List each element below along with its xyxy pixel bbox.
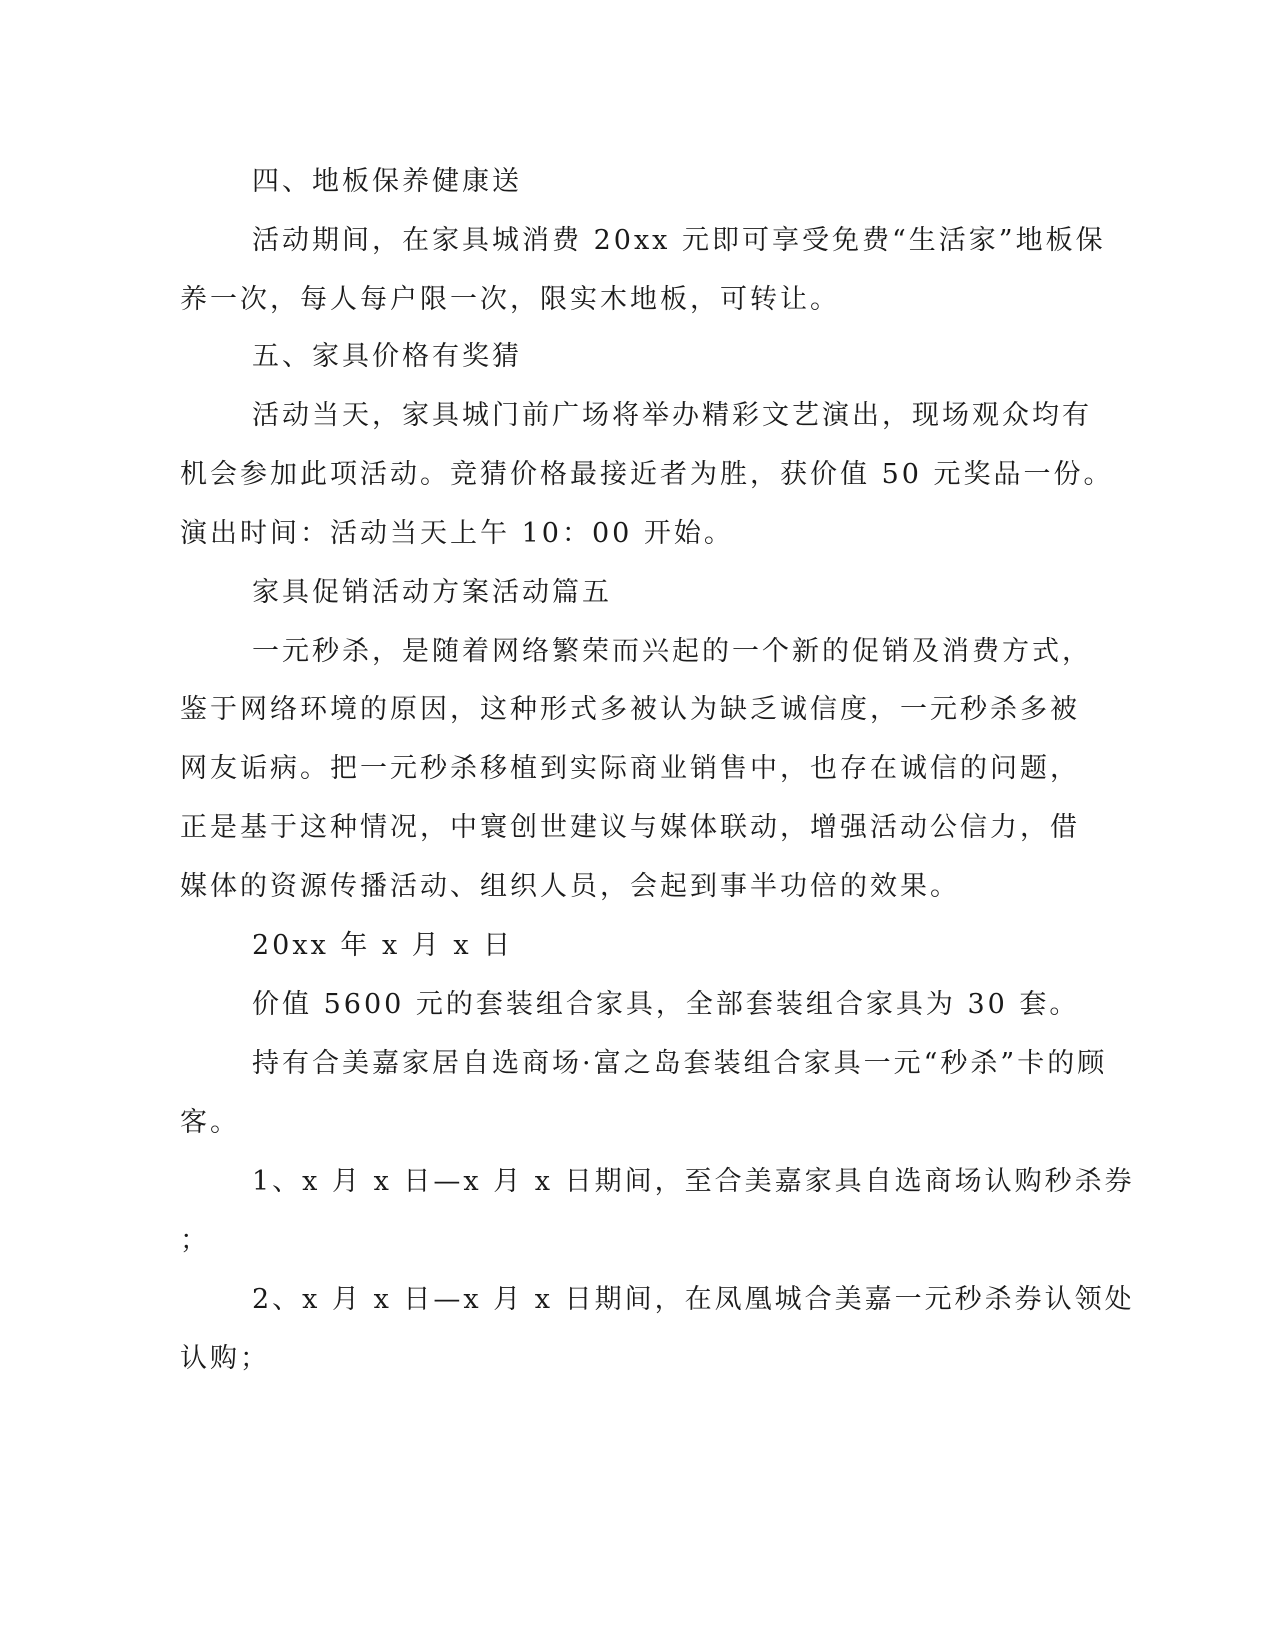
paragraph-line: 网友诟病。把一元秒杀移植到实际商业销售中，也存在诚信的问题， xyxy=(180,753,1080,784)
paragraph-line: 客。 xyxy=(180,1107,240,1138)
paragraph-line: 养一次，每人每户限一次，限实木地板，可转让。 xyxy=(180,284,840,315)
paragraph-line: 机会参加此项活动。竞猜价格最接近者为胜，获价值 50 元奖品一份。 xyxy=(180,459,1114,490)
paragraph-line: 价值 5600 元的套装组合家具，全部套装组合家具为 30 套。 xyxy=(252,989,1080,1020)
section-heading-price-guess: 五、家具价格有奖猜 xyxy=(252,341,522,372)
section-heading-floor-care: 四、地板保养健康送 xyxy=(252,166,522,197)
paragraph-line: 演出时间：活动当天上午 10：00 开始。 xyxy=(180,518,734,549)
list-item: 2、x 月 x 日—x 月 x 日期间，在凤凰城合美嘉一元秒杀券认领处 xyxy=(252,1284,1135,1315)
date-line: 20xx 年 x 月 x 日 xyxy=(252,930,514,961)
paragraph-line: 活动当天，家具城门前广场将举办精彩文艺演出，现场观众均有 xyxy=(252,400,1092,431)
list-item: 1、x 月 x 日—x 月 x 日期间，至合美嘉家具自选商场认购秒杀券 xyxy=(252,1166,1135,1197)
paragraph-line: 一元秒杀，是随着网络繁荣而兴起的一个新的促销及消费方式， xyxy=(252,636,1092,667)
section-heading-part-five: 家具促销活动方案活动篇五 xyxy=(252,577,612,608)
paragraph-line: 活动期间，在家具城消费 20xx 元即可享受免费“生活家”地板保 xyxy=(252,225,1106,256)
paragraph-line: 正是基于这种情况，中寰创世建议与媒体联动，增强活动公信力，借 xyxy=(180,812,1080,843)
paragraph-line: 认购； xyxy=(180,1343,270,1374)
paragraph-line: ； xyxy=(180,1225,210,1256)
paragraph-line: 鉴于网络环境的原因，这种形式多被认为缺乏诚信度，一元秒杀多被 xyxy=(180,694,1080,725)
paragraph-line: 持有合美嘉家居自选商场·富之岛套装组合家具一元“秒杀”卡的顾 xyxy=(252,1048,1108,1079)
paragraph-line: 媒体的资源传播活动、组织人员，会起到事半功倍的效果。 xyxy=(180,871,960,902)
